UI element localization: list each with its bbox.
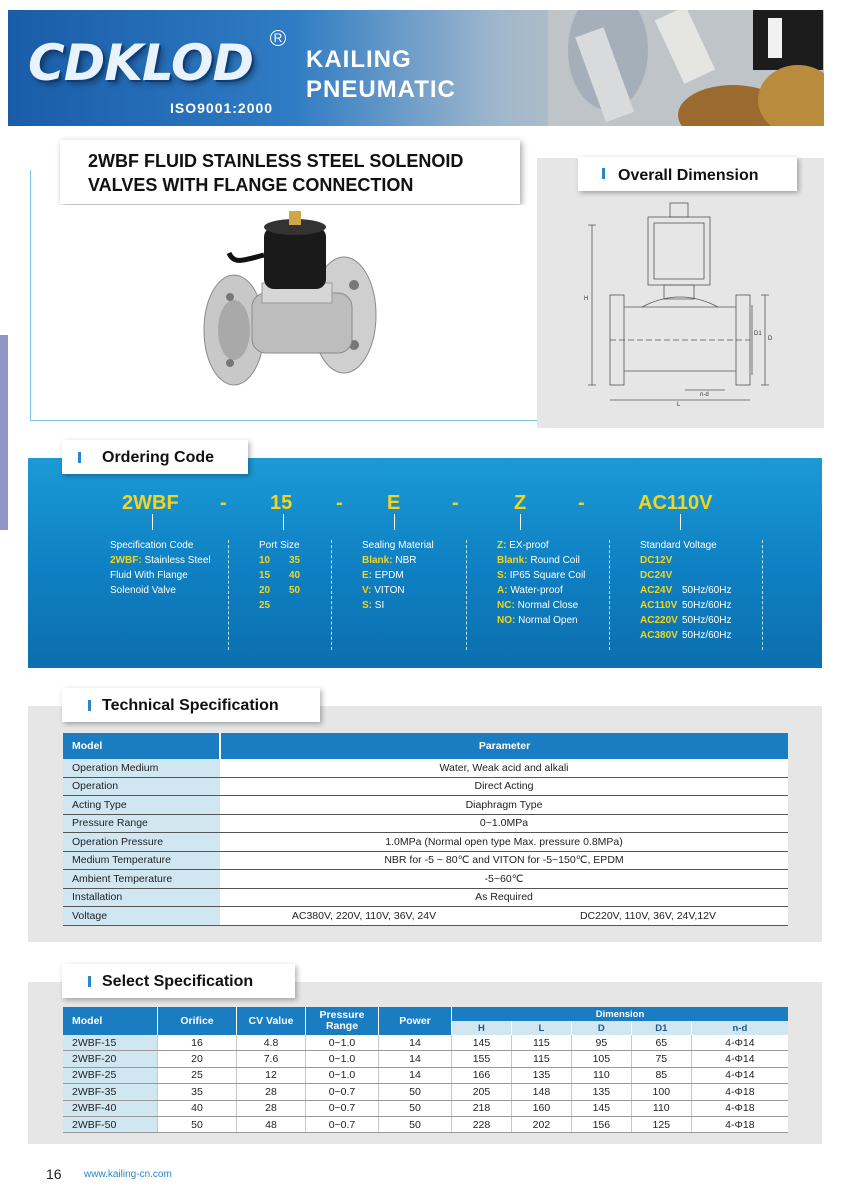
tab-marker-icon xyxy=(602,168,605,179)
product-title-line2: VALVES WITH FLANGE CONNECTION xyxy=(88,175,414,195)
coil-item: NO: Normal Open xyxy=(497,615,578,626)
tech-spec-title: Technical Specification xyxy=(102,697,279,714)
table-row: 2WBF-35 35 28 0~0.7 50 205 148 135 100 4-Φ18 xyxy=(63,1084,788,1100)
iso-certification: ISO9001:2000 xyxy=(170,100,274,116)
dim-label-d: D xyxy=(768,336,773,342)
column-divider xyxy=(609,540,610,650)
spec-code-header: Specification Code xyxy=(110,540,194,551)
column-divider xyxy=(466,540,467,650)
sealing-item: E: EPDM xyxy=(362,570,404,581)
table-row: 2WBF-15 16 4.8 0~1.0 14 145 115 95 65 4-Φ14 xyxy=(63,1035,788,1051)
spec-code-column xyxy=(110,538,211,598)
sealing-item: Blank: NBR xyxy=(362,555,417,566)
tab-marker-icon xyxy=(88,976,91,987)
table-row: 2WBF-20 20 7.6 0~1.0 14 155 115 105 75 4-Φ14 xyxy=(63,1051,788,1067)
sel-header-pressure: Pressure Range xyxy=(306,1007,379,1035)
tech-spec-table xyxy=(63,733,788,926)
table-row: 2WBF-25 25 12 0~1.0 14 166 135 110 85 4-Φ14 xyxy=(63,1067,788,1083)
product-photo xyxy=(34,205,534,417)
coil-item: S: IP65 Square Coil xyxy=(497,570,586,581)
voltage-item: AC110V 50Hz/60Hz xyxy=(640,600,732,611)
voltage-item: DC12V xyxy=(640,555,673,566)
select-spec-table xyxy=(63,1007,788,1133)
table-row: Medium Temperature NBR for -5 ~ 80℃ and VITON for -5~150℃, EPDM xyxy=(63,851,788,870)
sel-header-d1: D1 xyxy=(631,1021,691,1035)
column-divider xyxy=(762,540,763,650)
code-pointer xyxy=(520,514,521,530)
code-pointer xyxy=(394,514,395,530)
dim-label-d1: D1 xyxy=(754,331,762,337)
brand-logo: CDKLOD xyxy=(28,34,254,92)
table-row: Acting Type Diaphragm Type xyxy=(63,796,788,815)
code-dash: - xyxy=(452,492,459,514)
voltage-column xyxy=(640,538,731,643)
voltage-header: Standard Voltage xyxy=(640,540,717,551)
sel-header-h: H xyxy=(452,1021,512,1035)
dim-label-l: L xyxy=(677,402,681,408)
code-dash: - xyxy=(578,492,585,514)
website-link[interactable]: www.kailing-cn.com xyxy=(84,1169,172,1180)
sealing-material-column xyxy=(362,538,434,613)
voltage-item: DC24V xyxy=(640,570,673,581)
brand-name-line2: PNEUMATIC xyxy=(306,76,456,103)
table-row: Ambient Temperature -5~60℃ xyxy=(63,870,788,889)
table-row: Installation As Required xyxy=(63,888,788,907)
tech-header-parameter: Parameter xyxy=(220,733,788,759)
table-row: Pressure Range 0~1.0MPa xyxy=(63,814,788,833)
coil-item: Blank: Round Coil xyxy=(497,555,580,566)
coil-item: A: Water-proof xyxy=(497,585,563,596)
voltage-item: AC220V 50Hz/60Hz xyxy=(640,615,732,626)
sel-header-dimension: Dimension xyxy=(452,1007,789,1021)
sealing-item: S: SI xyxy=(362,600,385,611)
code-pointer xyxy=(152,514,153,530)
code-port: 15 xyxy=(270,492,293,514)
sel-header-nd: n-d xyxy=(691,1021,788,1035)
brand-name-line1: KAILING xyxy=(306,46,412,73)
sealing-item: V: VITON xyxy=(362,585,405,596)
port-size-header: Port Size xyxy=(259,540,300,551)
table-row: Voltage AC380V, 220V, 110V, 36V, 24V DC220V, 110V, 36V, 24V,12V xyxy=(63,907,788,926)
tab-marker-icon xyxy=(78,452,81,463)
spec-code-line3: Solenoid Valve xyxy=(110,585,176,596)
column-divider xyxy=(331,540,332,650)
code-pointer xyxy=(680,514,681,530)
code-pointer xyxy=(283,514,284,530)
sel-header-cv: CV Value xyxy=(237,1007,306,1035)
select-spec-title: Select Specification xyxy=(102,973,254,990)
product-title-line1: 2WBF FLUID STAINLESS STEEL SOLENOID xyxy=(88,151,464,171)
tab-marker-icon xyxy=(88,700,91,711)
coil-item: NC: Normal Close xyxy=(497,600,579,611)
table-row: 2WBF-50 50 48 0~0.7 50 228 202 156 125 4-Φ18 xyxy=(63,1116,788,1132)
voltage-item: AC380V 50Hz/60Hz xyxy=(640,630,732,641)
ordering-code-title: Ordering Code xyxy=(102,449,215,466)
code-coil: Z xyxy=(514,492,527,514)
sel-header-power: Power xyxy=(379,1007,452,1035)
coil-column xyxy=(497,538,585,628)
dim-label-nd: n-d xyxy=(700,392,709,398)
code-dash: - xyxy=(220,492,227,514)
table-row: 2WBF-40 40 28 0~0.7 50 218 160 145 110 4-Φ18 xyxy=(63,1100,788,1116)
column-divider xyxy=(228,540,229,650)
sealing-header: Sealing Material xyxy=(362,540,434,551)
port-size-row: 15 40 xyxy=(259,570,301,581)
port-size-row: 20 50 xyxy=(259,585,301,596)
sel-header-orifice: Orifice xyxy=(158,1007,237,1035)
voltage-item: AC24V 50Hz/60Hz xyxy=(640,585,732,596)
sel-header-model: Model xyxy=(63,1007,158,1035)
table-row: Operation Medium Water, Weak acid and alkali xyxy=(63,759,788,777)
code-voltage: AC110V xyxy=(638,492,713,514)
port-size-column xyxy=(259,538,300,613)
code-dash: - xyxy=(336,492,343,514)
side-tab xyxy=(0,335,8,530)
spec-code-line1: 2WBF: Stainless Steel xyxy=(110,555,211,566)
dimension-drawing xyxy=(580,195,780,410)
page-number: 16 xyxy=(46,1166,62,1182)
code-model: 2WBF xyxy=(122,492,179,514)
table-row: Operation Pressure 1.0MPa (Normal open type Max. pressure 0.8MPa) xyxy=(63,833,788,852)
port-size-row: 10 35 xyxy=(259,555,301,566)
coil-item: Z: EX-proof xyxy=(497,540,549,551)
registered-mark: R xyxy=(270,30,286,46)
code-seal: E xyxy=(387,492,401,514)
sel-header-d: D xyxy=(571,1021,631,1035)
dim-label-h: H xyxy=(584,296,589,302)
table-row: Operation Direct Acting xyxy=(63,777,788,796)
sel-header-l: L xyxy=(511,1021,571,1035)
dimension-title: Overall Dimension xyxy=(618,167,759,184)
spec-code-line2: Fluid With Flange xyxy=(110,570,188,581)
tech-header-model: Model xyxy=(63,733,220,759)
valve-photo-banner xyxy=(548,10,824,126)
port-size-row: 25 xyxy=(259,600,271,611)
